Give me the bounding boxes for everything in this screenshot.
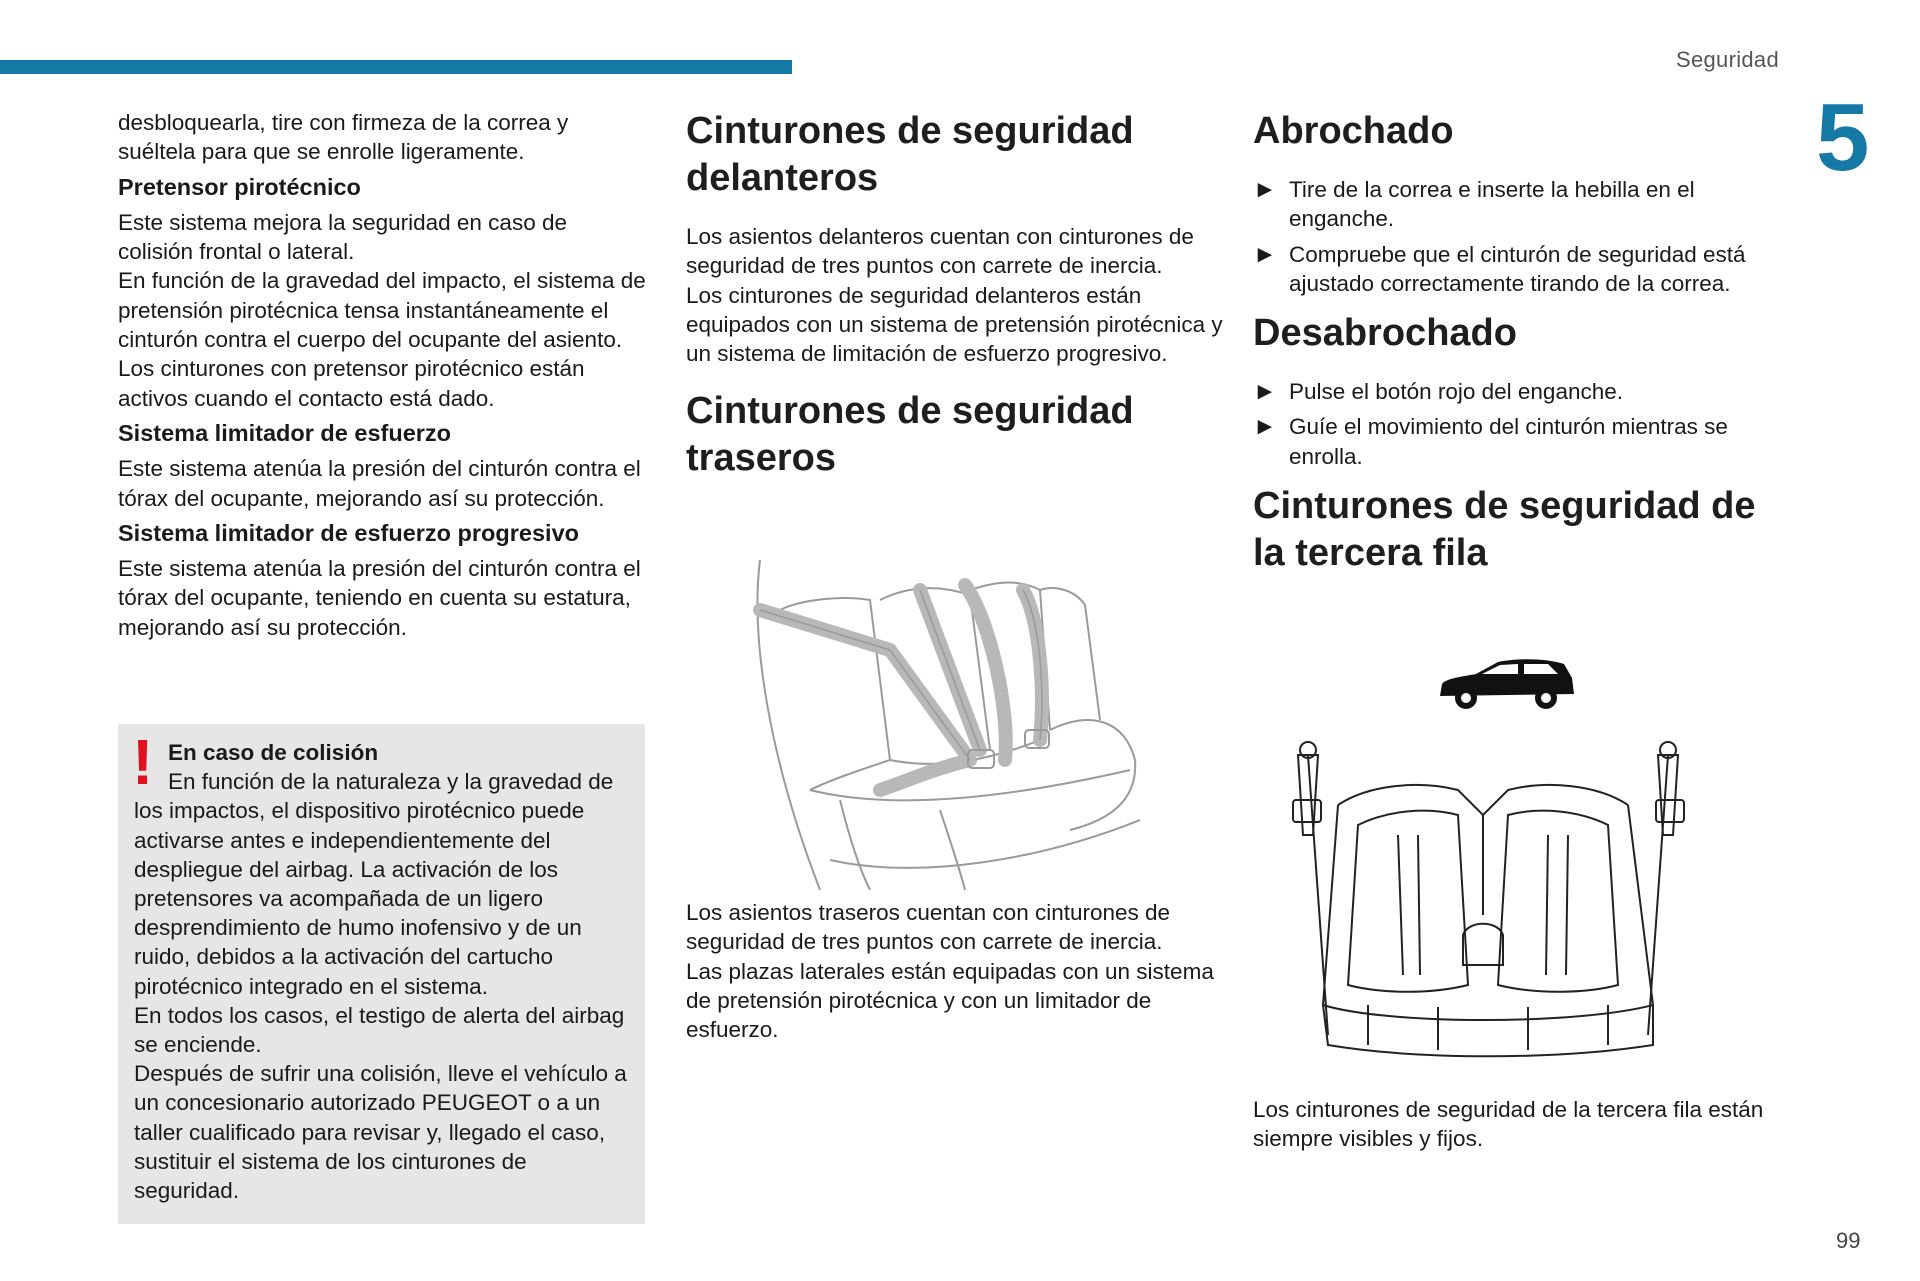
collision-warning-box — [118, 724, 645, 1224]
third-row-paragraph: Los cinturones de seguridad de la tercera fila están siempre visibles y fijos. — [1253, 1097, 1764, 1152]
front-belts-heading: Cinturones de seguridad delanteros — [686, 110, 1134, 199]
list-item: ► Tire de la correa e inserte la hebilla en el enganche. — [1253, 176, 1695, 232]
bullet-arrow-icon: ► — [1253, 378, 1277, 406]
list-item: ► Pulse el botón rojo del enganche. — [1253, 378, 1623, 406]
pretensioner-paragraph-3: Los cinturones con pretensor pirotécnico están activos cuando el contacto está dado. — [118, 356, 585, 411]
warning-text — [134, 738, 634, 1205]
header-accent-bar — [0, 60, 792, 74]
bullet-arrow-icon: ► — [1253, 176, 1277, 203]
pretensioner-paragraph-2: En función de la gravedad del impacto, el sistema de pretensión pirotécnica tensa instantáneamente el cinturón contra el cuerpo del ocupante del asiento. — [118, 268, 646, 353]
section-name: Seguridad — [1676, 47, 1779, 72]
bullet-arrow-icon: ► — [1253, 413, 1277, 441]
chapter-number: 5 — [1816, 84, 1870, 191]
progressive-limiter-heading: Sistema limitador de esfuerzo progresivo — [118, 519, 579, 546]
third-row-heading: Cinturones de seguridad de la tercera fila — [1253, 485, 1756, 575]
rear-belts-text — [686, 898, 1226, 1044]
progressive-limiter-paragraph: Este sistema atenúa la presión del cinturón contra el tórax del ocupante, teniendo en cuenta su estatura, mejorando así su protección. — [118, 556, 641, 640]
warning-paragraph-2: En todos los casos, el testigo de alerta del airbag se enciende. — [134, 1002, 625, 1058]
warning-paragraph-3: Después de sufrir una colisión, lleve el vehículo a un concesionario autorizado PEUGEOT o a un taller cualificado para revisar y, llegado el caso, sustituir el sistema de los cinturones de seguridad. — [134, 1061, 627, 1204]
rear-belts-paragraph-2: Las plazas laterales están equipadas con un sistema de pretensión pirotécnica y con un limitador de esfuerzo. — [686, 958, 1214, 1043]
pretensioner-paragraph-1: Este sistema mejora la seguridad en caso de colisión frontal o lateral. — [118, 209, 567, 265]
page-number: 99 — [1836, 1228, 1861, 1253]
warning-paragraph-1: En función de la naturaleza y la gravedad de los impactos, el dispositivo pirotécnico puede activarse antes e independientemente del despliegue del airbag. La activación de los pretensores va acompañada de un ligero desprendimiento de humo inofensivo y de un ruido, debidos a la activación del cartucho pirotécnico integrado en el sistema. — [134, 769, 614, 999]
column-left — [118, 108, 648, 642]
third-row-seat-belt-illustration — [1268, 735, 1708, 1065]
list-item: ► Guíe el movimiento del cinturón mientras se enrolla. — [1253, 413, 1728, 469]
fastening-heading: Abrochado — [1253, 110, 1454, 152]
rear-seat-belt-illustration — [740, 560, 1140, 890]
front-belts-paragraph-1: Los asientos delanteros cuentan con cinturones de seguridad de tres puntos con carrete de inercia. — [686, 224, 1194, 279]
exclamation-icon: ! — [132, 726, 154, 798]
pretensioner-heading: Pretensor pirotécnico — [118, 173, 361, 200]
column-right — [1253, 108, 1793, 577]
rear-belts-heading: Cinturones de seguridad traseros — [686, 390, 1134, 480]
intro-paragraph: desbloquearla, tire con firmeza de la correa y suéltela para que se enrolle ligeramente. — [118, 110, 569, 165]
bullet-arrow-icon: ► — [1253, 240, 1277, 268]
unfastening-heading: Desabrochado — [1253, 312, 1517, 355]
force-limiter-paragraph: Este sistema atenúa la presión del cinturón contra el tórax del ocupante, mejorando así su protección. — [118, 456, 641, 511]
warning-title: En caso de colisión — [168, 740, 379, 765]
force-limiter-heading: Sistema limitador de esfuerzo — [118, 419, 452, 446]
third-row-text — [1253, 1095, 1793, 1154]
unfastening-steps — [1253, 377, 1793, 471]
rear-belts-paragraph-1: Los asientos traseros cuentan con cinturones de seguridad de tres puntos con carrete de inercia. — [686, 900, 1171, 955]
column-middle — [686, 108, 1226, 482]
front-belts-paragraph-2: Los cinturones de seguridad delanteros están equipados con un sistema de pretensión pirotécnica y un sistema de limitación de esfuerzo progresivo. — [686, 282, 1223, 367]
fastening-steps — [1253, 175, 1793, 298]
list-item: ► Compruebe que el cinturón de seguridad está ajustado correctamente tirando de la correa. — [1253, 240, 1746, 296]
car-silhouette-icon — [1436, 656, 1576, 712]
